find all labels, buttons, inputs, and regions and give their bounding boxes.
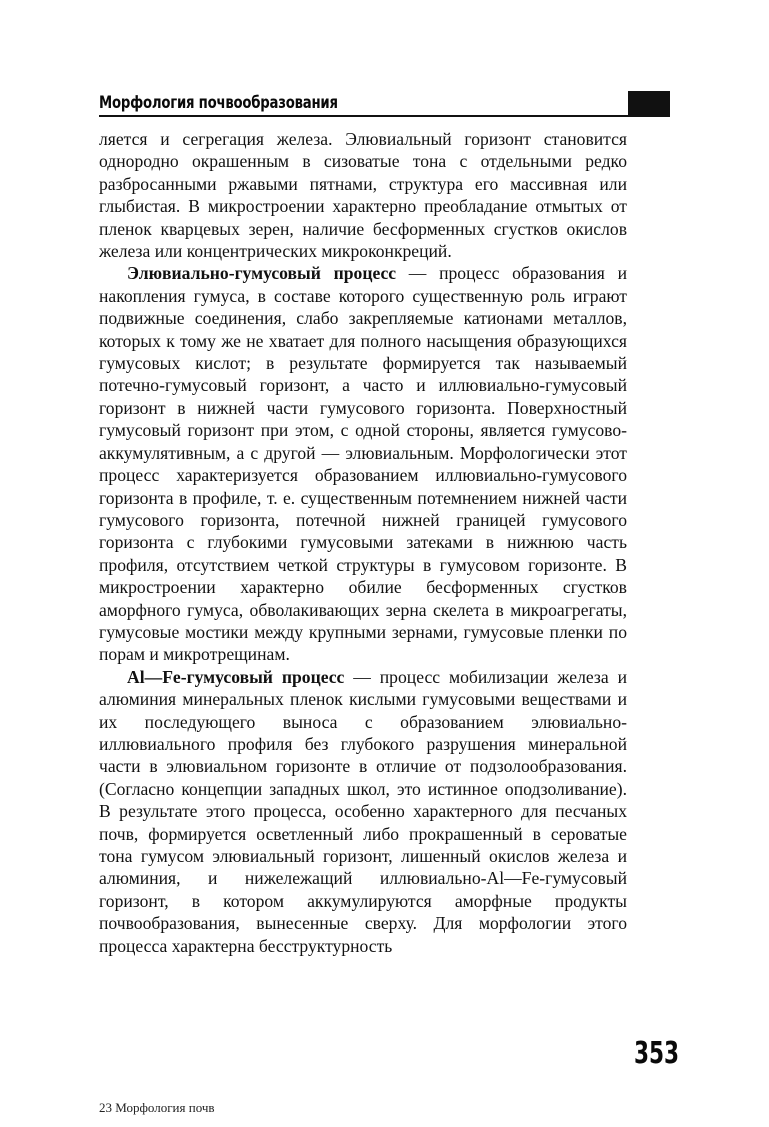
signature-mark: 23 Морфология почв: [99, 1100, 215, 1115]
paragraph-continuation: ляется и сегрегация железа. Элювиальный горизонт становится однородно окрашенным в сизоватые тона с отдельными редко разбросанными ржавыми пятнами, структура его массивная или глыбистая. В микростроении характерно преобладание отмытых от пленок кварцевых зерен, наличие бесформенных сгустков окислов железа или концентрических микроконкреций.: [99, 129, 627, 262]
paragraph-al-fe-humus: [99, 666, 627, 957]
header-rule: [99, 115, 670, 117]
paragraph-eluvial-humus: [99, 262, 627, 665]
page-body: [99, 128, 627, 957]
term-eluvial-humus: Элювиально-гумусовый процесс: [127, 263, 397, 284]
definition-al-fe-humus: — процесс мобилизации железа и алюминия минеральных пленок кислыми гумусовыми веществами и их последующего выноса с образованием элювиально-иллювиального профиля без глубокого разрушения минеральной части в элювиальном горизонте в отличие от подзолообразования. (Согласно концепции западных школ, это истинное оподзоливание). В результате этого процесса, особенно характерного для песчаных почв, формируется осветленный либо прокрашенный в сероватые тона гумусом элювиальный горизонт, лишенный окислов железа и алюминия, и нижележащий иллювиально-Al—Fe-гумусовый горизонт, в котором аккумулируются аморфные продукты почвообразования, вынесенные сверху. Для морфологии этого процесса характерна бесструктурность: [99, 666, 627, 956]
running-header: [99, 91, 670, 117]
definition-eluvial-humus: — процесс образования и накопления гумуса, в составе которого существенную роль играют подвижные соединения, слабо закрепляемые катионами металлов, которых к тому же не хватает для полного насыщения образующихся гумусовых кислот; в результате формируется так называемый потечно-гумусовый горизонт, а часто и иллювиально-гумусовый горизонт в нижней части гумусового горизонта. Поверхностный гумусовый горизонт при этом, с одной стороны, является гумусово-аккумулятивным, а с другой — элювиальным. Морфологически этот процесс характеризуется образованием иллювиально-гумусового горизонта в профиле, т. е. существенным потемнением нижней части гумусового горизонта, потечной нижней границей гумусового горизонта с глубокими гумусовыми затеками в нижнюю часть профиля, отсутствием четкой структуры в гумусовом горизонте. В микростроении характерно обилие бесформенных сгустков аморфного гумуса, обволакивающих зерна скелета в микроагрегаты, гумусовые мостики между крупными зернами, гумусовые пленки по порам и микротрещинам.: [99, 263, 627, 665]
term-al-fe-humus: Al—Fe-гумусовый процесс: [127, 666, 345, 687]
page-number: 353: [634, 1036, 680, 1071]
header-black-block: [628, 91, 670, 115]
running-header-title: Морфология почвообразования: [99, 93, 338, 113]
